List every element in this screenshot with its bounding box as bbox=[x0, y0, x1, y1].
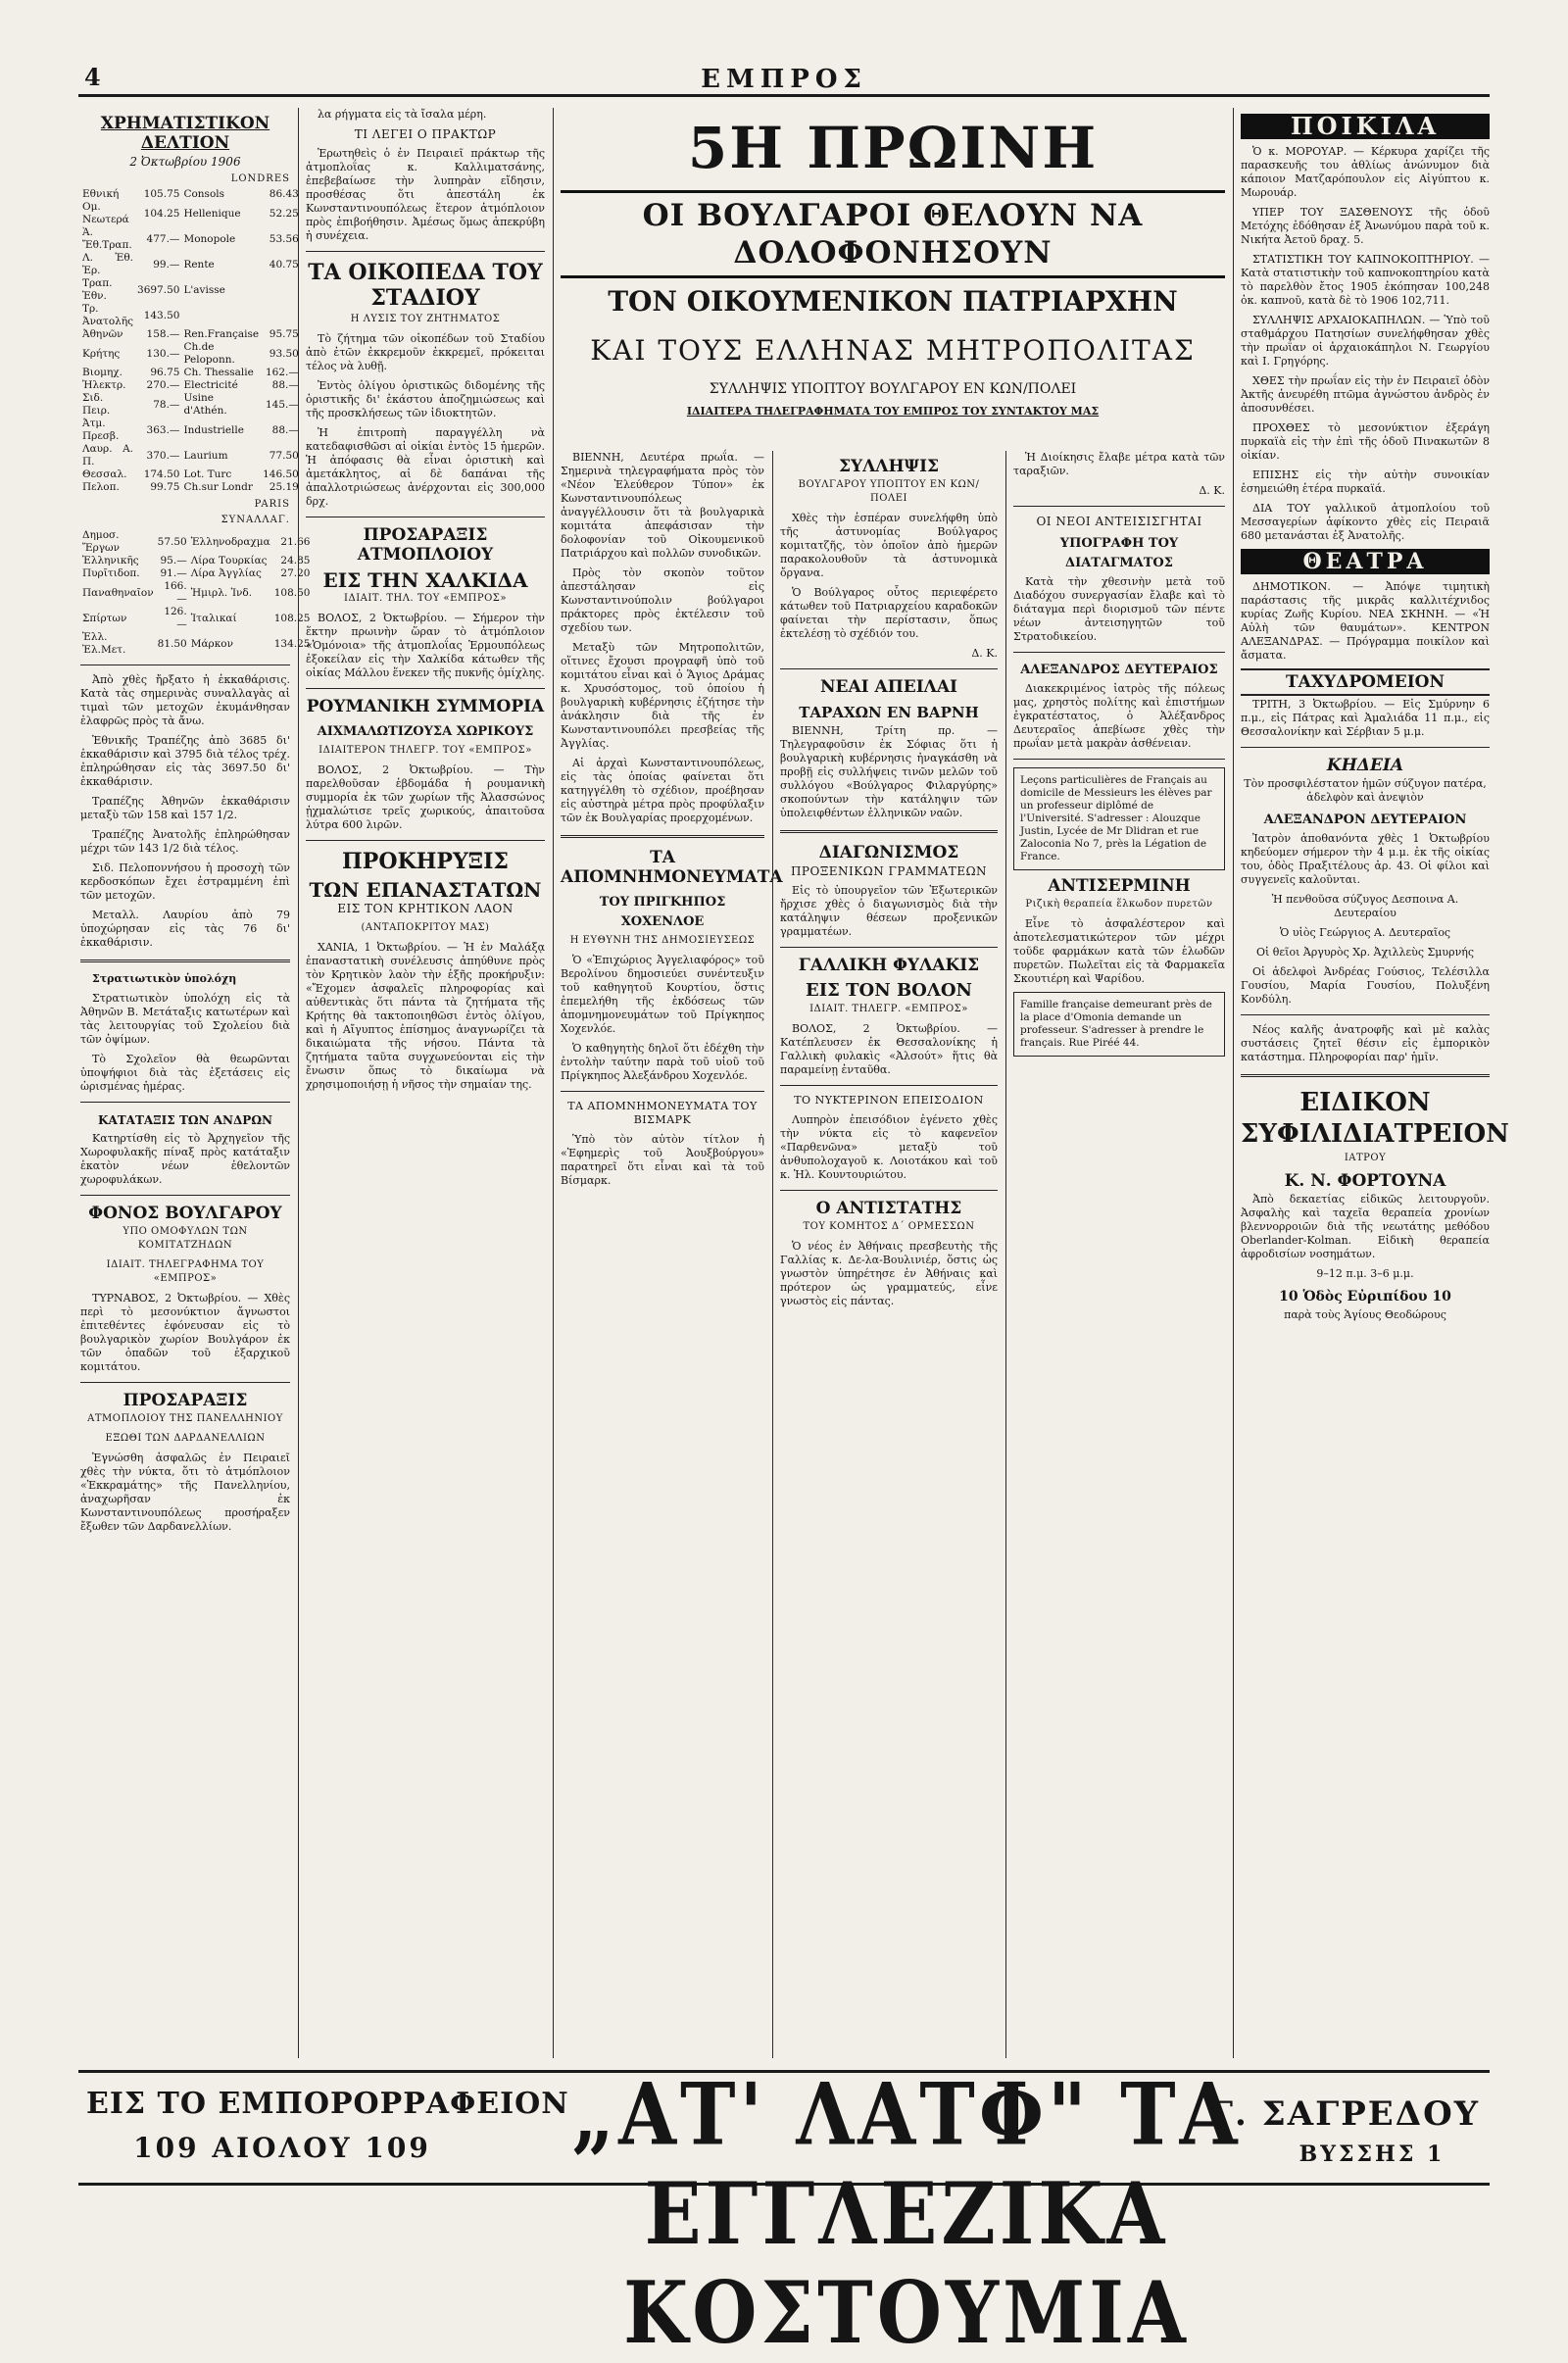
death-name: ΑΛΕΞΑΝΔΡΟΝ ΔΕΥΤΕΡΑΙΟΝ bbox=[1263, 812, 1467, 827]
arrest-text: Χθὲς τὴν ἑσπέραν συνελήφθη ὑπὸ τῆς ἀστυνομίας Βούλγαρος κομιτατζῆς, τὸν ὁποῖον ἀπὸ ἡμερῶν παρακολουθοῦν τὰ ἀστυνομικὰ ὄργανα. bbox=[780, 512, 998, 579]
market-value bbox=[261, 303, 301, 328]
market-value: 24.85 bbox=[280, 555, 311, 566]
clinic-near: παρὰ τοὺς Ἁγίους Θεοδώρους bbox=[1284, 1308, 1446, 1321]
stadium-text-2: Ἐντὸς ὀλίγου ὁριστικῶς διδομένης τῆς ὁριστικῆς δι' ἑκάστου ἀποζημιώσεως καὶ τῆς προσκλήσεως τῶν ἰδιοκτητῶν. bbox=[306, 379, 545, 419]
military-title: Στρατιωτικὸν ὑπολόχη bbox=[92, 972, 237, 985]
poikila-7: ΕΠΙΣΗΣ εἰς τὴν αὐτὴν συνοικίαν ἐσημειώθη ἑτέρα πυρκαϊά. bbox=[1241, 468, 1490, 495]
market-label: Ἑλληνοδραχμα bbox=[190, 535, 270, 548]
market-label: Electricité bbox=[183, 379, 238, 391]
market-label: Τραπ. Ἑθν. bbox=[82, 277, 113, 302]
market-value: 25.19 bbox=[269, 481, 299, 493]
vienna-text-4: Αἱ ἀρχαὶ Κωνσταντινουπόλεως, εἰς τὰς ὁποίας φαίνεται ὅτι κατηγγέλθη τὸ σχέδιον, προέβησαν εἰς αὐστηρὰ μέτρα πρὸς προφύλαξιν τῶν ἐκ Βουλγαρίας προερχομένων. bbox=[561, 757, 764, 824]
market-value: 95.75 bbox=[269, 328, 299, 340]
market-note: Ἐθνικῆς Τραπέζης ἀπὸ 3685 δι' ἐκκαθάρισιν καὶ 3795 διὰ τέλος τρέχ. ἐπληρώθησαν εἰς τὰς 3697.50 δι' ἐκκαθάρισιν. bbox=[80, 734, 290, 788]
post-text: ΤΡΙΤΗ, 3 Ὀκτωβρίου. — Εἰς Σμύρνην 6 π.μ., εἰς Πάτρας καὶ Ἀμαλιάδα 11 π.μ., εἰς Θεσσαλονίκην καὶ Σέρβιαν 5 μ.μ. bbox=[1241, 698, 1490, 738]
market-label: Παναθηναῖον bbox=[82, 586, 154, 599]
clinic-text: Ἀπὸ δεκαετίας εἰδικῶς λειτουργοῦν. Ἀσφαλὴς καὶ ταχεῖα θεραπεία χρονίων βλεννορροιῶν διὰ τῆς νεωτάτης μεθόδου Oberlander-Kolman. Εἰδικὴ θεραπεία ἀφροδισίων νοσημάτων. bbox=[1241, 1193, 1490, 1260]
arrest-text-2: Ὁ Βούλγαρος οὗτος περιεφέρετο κάτωθεν τοῦ Πατριαρχείου καραδοκῶν φαίνεται τὴν περίστασιν, ὅπως ἐκτελέσῃ τὸ σχέδιόν του. bbox=[780, 586, 998, 640]
gang-text: ΒΟΛΟΣ, 2 Ὀκτωβρίου. — Τὴν παρελθοῦσαν ἑβδομάδα ἡ ρουμανικὴ συμμορία ἐκ τῶν χωρίων τῆς Ἀλασσώνος ᾐχμαλώτισε τρεῖς χωρικούς, ἀπαιτοῦσα λύτρα 600 λιρῶν. bbox=[306, 763, 545, 831]
lead-headline: ΟΙ ΒΟΥΛΓΑΡΟΙ ΘΕΛΟΥΝ ΝΑ ΔΟΛΟΦΟΝΗΣΟΥΝ bbox=[561, 190, 1225, 278]
lead-kicker: ΣΥΛΛΗΨΙΣ ΥΠΟΠΤΟΥ ΒΟΥΛΓΑΡΟΥ ΕΝ ΚΩΝ/ΠΟΛΕΙ bbox=[709, 381, 1077, 397]
market-table bbox=[80, 188, 301, 494]
ad-main-text: „ΑΤ' ΛΑΤΦ" ΤΑ ΕΓΓΛΕΖΙΚΑ ΚΟΣΤΟΥΜΙΑ bbox=[571, 2064, 1242, 2363]
collision-subtitle-2: ΕΞΩΘΙ ΤΩΝ ΔΑΡΔΑΝΕΛΛΙΩΝ bbox=[105, 1433, 266, 1444]
vienna-text-3: Μεταξὺ τῶν Μητροπολιτῶν, οἵτινες ἔχουσι προγραφῆ ὑπὸ τοῦ κομιτάτου εἶναι καὶ ὁ Ἅγιος Δράμας κ. Χρυσόστομος, τοῦ ὁποίου ἡ βουλγαρικὴ κυβέρνησις ἐζήτησε τὴν ἀνάκλησιν διὰ τῆς ἐν Κωνσταντινουπόλει πρεσβείας τῆς Ἀγγλίας. bbox=[561, 641, 764, 750]
market-value: 81.50 bbox=[157, 637, 187, 650]
market-label: Rente bbox=[183, 258, 215, 271]
column-4b bbox=[1013, 451, 1225, 2058]
katatazis-text: Κατηρτίσθη εἰς τὸ Ἀρχηγεῖον τῆς Χωροφυλακῆς πίναξ πρὸς κατάταξιν ἑκατὸν νέων ἐθελοντῶν χωροφυλάκων. bbox=[80, 1132, 290, 1186]
death-intro: Τὸν προσφιλέστατον ἡμῶν σύζυγον πατέρα, ἀδελφὸν καὶ ἀνεψιὸν bbox=[1244, 777, 1487, 804]
market-note: Σιδ. Πελοποννήσου ἡ προσοχὴ τῶν κερδοσκόπων ἔχει ἐστραμμένη ἐπὶ τῶν μετοχῶν. bbox=[80, 862, 290, 902]
murder-telegram: ΙΔΙΑΙΤ. ΤΗΛΕΓΡΑΦΗΜΑ ΤΟΥ «ΕΜΠΡΟΣ» bbox=[106, 1259, 265, 1284]
market-value: 105.75 bbox=[143, 188, 180, 200]
market-value: 162.— bbox=[265, 367, 299, 378]
market-row bbox=[80, 328, 301, 341]
market-label: Πελοπ. bbox=[82, 481, 120, 493]
market-row bbox=[80, 379, 301, 392]
market-label: Ἑλλ. Ἐλ.Μετ. bbox=[82, 631, 126, 656]
contest-title: ΔΙΑΓΩΝΙΣΜΟΣ bbox=[818, 843, 959, 862]
market-label: Consols bbox=[183, 188, 225, 200]
collision-text: Ἐγνώσθη ἀσφαλῶς ἐν Πειραιεῖ χθὲς τὴν νύκτα, ὅτι τὸ ἀτμόπλοιον «Ἐκκραμάτης» τῆς Πανελληνίου, ἀναχωρῆσαν ἐκ Κωνσταντινουπόλεως προσήραξεν ἔξωθεν τῶν Δαρδανελλίων. bbox=[80, 1452, 290, 1533]
column-rule bbox=[1005, 451, 1006, 2058]
market-value: 130.— bbox=[146, 347, 180, 360]
murder-title: ΦΟΝΟΣ ΒΟΥΛΓΑΡΟΥ bbox=[88, 1204, 282, 1223]
market-row bbox=[80, 341, 301, 367]
market-note: Ἀπὸ χθὲς ἤρξατο ἡ ἐκκαθάρισις. Κατὰ τὰς σημερινὰς συναλλαγὰς αἱ τιμαὶ τῶν μετοχῶν ἐκυμάνθησαν ἐλαφρῶς πρὸς τὰ ἄνω. bbox=[80, 673, 290, 727]
market-label: Θεσσαλ. bbox=[82, 468, 127, 480]
gang-title: ΡΟΥΜΑΝΙΚΗ ΣΥΜΜΟΡΙΑ bbox=[306, 697, 545, 716]
threats-title: ΝΕΑΙ ΑΠΕΙΛΑΙ bbox=[819, 677, 958, 697]
market-label: Ἡμιρλ. Ἰνδ. bbox=[190, 586, 253, 599]
vienna-text-2: Πρὸς τὸν σκοπὸν τοῦτον ἀπεστάλησαν εἰς Κωνσταντινούπολιν βούλγαροι πράκτορες πρὸς ἐκτέλεσιν τοῦ σχεδίου των. bbox=[561, 566, 764, 634]
market-label: Ἠλεκτρ. bbox=[82, 379, 126, 391]
deputy-subtitle: ΤΟΥ ΚΟΜΗΤΟΣ Δ΄ ΟΡΜΕΣΣΩΝ bbox=[803, 1221, 975, 1232]
ad-left-line-2: 109 ΑΙΟΛΟΥ 109 bbox=[133, 2132, 431, 2164]
praktor-text: Ἐρωτηθεὶς ὁ ἐν Πειραιεῖ πράκτωρ τῆς ἀτμοπλοΐας κ. Καλλιματσάνης, ἐπεβεβαίωσε τὴν λυπηρὰν εἴδησιν, προσθέσας ὅτι ἀπεστάλη ἐκ Κωνσταντινουπόλεως ἕτερον ἀτμόπλοιον πρὸς ἐπιβοήθησιν. Ἀμέσως ὅμως ἀπεκρύβη ἡ συνέχεια. bbox=[306, 147, 545, 242]
market-value: 477.— bbox=[146, 232, 180, 245]
market-value: 78.— bbox=[153, 398, 180, 411]
arrest-subtitle: ΒΟΥΛΓΑΡΟΥ ΥΠΟΠΤΟΥ ΕΝ ΚΩΝ/ΠΟΛΕΙ bbox=[798, 479, 980, 504]
edition-badge: 5Η ΠΡΩΙΝΗ bbox=[687, 115, 1099, 181]
stadium-title: ΤΑ ΟΙΚΟΠΕΔΑ ΤΟΥ ΣΤΑΔΙΟΥ bbox=[308, 260, 543, 311]
arrest-signature: Δ. Κ. bbox=[971, 647, 998, 660]
market-title: ΧΡΗΜΑΤΙΣΤΙΚΟΝ ΔΕΛΤΙΟΝ bbox=[100, 114, 270, 153]
contest-subtitle: ΠΡΟΞΕΝΙΚΩΝ ΓΡΑΜΜΑΤΕΩΝ bbox=[790, 864, 988, 878]
famille-ad: Famille française demeurant près de la place d'Omonia demande un professeur. S'adresser à prendre le français. Rue Piréé 44. bbox=[1013, 992, 1225, 1057]
market-value: 21.66 bbox=[280, 535, 311, 548]
poikila-8: ΔΙΑ ΤΟΥ γαλλικοῦ ἀτμοπλοίου τοῦ Μεσσαγερίων ἀφίκοντο χθὲς εἰς Πειραιᾶ 680 μετανάσται ἐξ Ἀνατολῆς. bbox=[1241, 502, 1490, 542]
theatre-title: ΘΕΑΤΡΑ bbox=[1241, 549, 1490, 574]
market-row bbox=[80, 367, 301, 379]
market-row bbox=[80, 567, 312, 580]
market-value: 96.75 bbox=[150, 367, 180, 378]
market-label: Σιδ. Πειρ. bbox=[82, 392, 111, 417]
post-title: ΤΑΧΥΔΡΟΜΕΙΟΝ bbox=[1241, 668, 1490, 696]
note-text: Νέος καλῆς ἀνατροφῆς καὶ μὲ καλὰς συστάσεις ζητεῖ θέσιν εἰς ἐμπορικὸν κατάστημα. Πληροφορίαι παρ' ἡμῖν. bbox=[1241, 1023, 1490, 1063]
market-value: 146.50 bbox=[263, 468, 299, 480]
market-value: 174.50 bbox=[143, 468, 180, 480]
market-label: Usine d'Athén. bbox=[183, 392, 227, 417]
gang-telegram: ΙΔΙΑΙΤΕΡΟΝ ΤΗΛΕΓΡ. ΤΟΥ «ΕΜΠΡΟΣ» bbox=[318, 745, 532, 756]
night-text: Λυπηρὸν ἐπεισόδιον ἐγένετο χθὲς τὴν νύκτα εἰς τὸ καφενεῖον «Παρθενῶνα» μεταξὺ τοῦ ἀνθυπολοχαγοῦ κ. Λοιοτάκου καὶ τοῦ κ. Ἡλ. Κουντουριώτου. bbox=[780, 1113, 998, 1181]
column-rule bbox=[298, 108, 299, 2058]
memoir-text: Ὁ «Ἐπιχώριος Ἀγγελιαφόρος» τοῦ Βερολίνου δημοσιεύει συνέντευξιν τοῦ καθηγητοῦ Κουρτίου, ὅστις ἐπεμελήθη τῆς ἐκδόσεως τῶν ἀπομνημονευμάτων τοῦ Πρίγκηπος Χοχενλόε. bbox=[561, 954, 764, 1035]
market-label: Ch. Thessalie bbox=[183, 367, 254, 378]
agreement-subtitle: ΥΠΟΓΡΑΦΗ ΤΟΥ ΔΙΑΤΑΓΜΑΤΟΣ bbox=[1059, 536, 1179, 570]
lead-kicker-2: ΙΔΙΑΙΤΕΡΑ ΤΗΛΕΓΡΑΦΗΜΑΤΑ ΤΟΥ ΕΜΠΡΟΣ ΤΟΥ ΣΥΝΤΑΚΤΟΥ ΜΑΣ bbox=[686, 405, 1100, 418]
steamer-subtitle: ΕΙΣ ΤΗΝ ΧΑΛΚΙΔΑ bbox=[322, 568, 528, 592]
market-value: 53.56 bbox=[269, 232, 299, 245]
deuteraios-text: Διακεκριμένος ἰατρὸς τῆς πόλεως μας, χρηστὸς πολίτης καὶ ἐπιστήμων ἐγκρατέστατος, ὁ Ἀλέξανδρος Δευτεραῖος ἀπεβίωσε χθὲς τὴν πρωΐαν μετὰ μακρὰν ἀσθένειαν. bbox=[1013, 682, 1225, 750]
stadium-text-1: Τὸ ζήτημα τῶν οἰκοπέδων τοῦ Σταδίου ἀπὸ ἐτῶν ἐκκρεμοῦν ἐκκρεμεῖ, πρόκειται τέλος νὰ λυθῇ. bbox=[306, 332, 545, 372]
market-label: Λίρα Τουρκίας bbox=[190, 555, 268, 566]
night-title: ΤΟ ΝΥΚΤΕΡΙΝΟΝ ΕΠΕΙΣΟΔΙΟΝ bbox=[794, 1094, 984, 1107]
market-value: 134.25 bbox=[273, 637, 311, 650]
market-value bbox=[261, 277, 301, 303]
market-london: LONDRES bbox=[230, 173, 290, 184]
murder-text: ΤΥΡΝΑΒΟΣ, 2 Ὀκτωβρίου. — Χθὲς περὶ τὸ μεσονύκτιον ἄγνωστοι ἐπιτεθέντες ἐφόνευσαν εἰς τὸ βουλγαρικὸν χωρίον Βουλγάρον ἐκ τῶν ὀπαδῶν τοῦ ἐξαρχικοῦ κομιτάτου. bbox=[80, 1292, 290, 1373]
market-label: Monopole bbox=[183, 232, 236, 245]
bismarck-text: Ὑπὸ τὸν αὐτὸν τίτλον ἡ «Ἐφημερὶς τοῦ Ἀουξβούργου» παρατηρεῖ ὅτι εἶναι καὶ τὰ τοῦ Βίσμαρκ. bbox=[561, 1133, 764, 1187]
market-row bbox=[80, 201, 301, 226]
lead-header bbox=[561, 108, 1225, 441]
market-value: 270.— bbox=[146, 379, 180, 391]
market-value: 363.— bbox=[146, 423, 180, 436]
declaration-subtitle-2: ΕΙΣ ΤΟΝ ΚΡΗΤΙΚΟΝ ΛΑΟΝ bbox=[337, 902, 514, 915]
ad-right-line-2: ΒΥΣΣΗΣ 1 bbox=[1298, 2141, 1446, 2167]
exchange-table bbox=[80, 529, 312, 657]
market-row bbox=[80, 443, 301, 468]
steamer-telegram: ΙΔΙΑΙΤ. ΤΗΛ. ΤΟΥ «ΕΜΠΡΟΣ» bbox=[344, 593, 507, 604]
market-label bbox=[181, 303, 261, 328]
lead-headline-2: ΤΟΝ ΟΙΚΟΥΜΕΝΙΚΟΝ ΠΑΤΡΙΑΡΧΗΝ bbox=[608, 285, 1178, 318]
threats-signature: Δ. Κ. bbox=[1199, 484, 1225, 497]
market-label: Laurium bbox=[183, 449, 228, 462]
market-row bbox=[80, 529, 312, 555]
market-value: 126.— bbox=[164, 606, 187, 630]
memoir-title: ΤΑ ΑΠΟΜΝΗΜΟΝΕΥΜΑΤΑ bbox=[561, 848, 783, 887]
contest-text: Εἰς τὸ ὑπουργεῖον τῶν Ἐξωτερικῶν ἤρχισε χθὲς ὁ διαγωνισμὸς διὰ τὴν κατάληψιν θέσεων προξενικῶν γραμματέων. bbox=[780, 884, 998, 938]
market-label: Εθνική bbox=[82, 188, 120, 200]
market-label: Τρ. Ἀνατολῆς bbox=[82, 303, 134, 327]
death-sig-1: Ἡ πενθοῦσα σύζυγος Δεσποινα Α. Δευτεραίου bbox=[1271, 893, 1459, 919]
newspaper-name: ΕΜΠΡΟΣ bbox=[701, 65, 867, 94]
market-value: 145.— bbox=[265, 398, 299, 411]
market-label: Μάρκον bbox=[190, 637, 233, 650]
market-value: 108.50 bbox=[273, 586, 311, 599]
threats-text: ΒΙΕΝΝΗ, Τρίτη πρ. — Τηλεγραφοῦσιν ἐκ Σόφιας ὅτι ἡ βουλγαρικὴ κυβέρνησις ἠναγκάσθη νὰ προβῇ εἰς συλλήψεις τινῶν μελῶν τοῦ συλλόγου «Βούλγαρος Φιλαργύρης» σκοπούντων τὴν κατάληψιν τῶν ὑπολειφθέντων ἐλληνικῶν ναῶν. bbox=[780, 724, 998, 819]
market-value: 40.75 bbox=[269, 258, 299, 271]
market-date: 2 Ὀκτωβρίου 1906 bbox=[129, 155, 241, 169]
ad-left-line-1: ΕΙΣ ΤΟ ΕΜΠΟΡΟΡΡΑΦΕΙΟΝ bbox=[86, 2087, 569, 2121]
clinic-subtitle: ΙΑΤΡΟΥ bbox=[1344, 1153, 1387, 1163]
market-row bbox=[80, 252, 301, 277]
clinic-hours: 9–12 π.μ. 3–6 μ.μ. bbox=[1316, 1267, 1414, 1280]
market-label: Ἑλληνικῆς bbox=[82, 555, 139, 566]
market-row bbox=[80, 188, 301, 201]
market-label: Ἀτμ. Πρεσβ. bbox=[82, 418, 120, 442]
exchange-title: ΣΥΝΑΛΛΑΓ. bbox=[220, 515, 290, 525]
market-value: 88.— bbox=[271, 423, 299, 436]
market-label: Λ. Ἐθ. Ἐρ. bbox=[82, 252, 134, 276]
theatre-text: ΔΗΜΟΤΙΚΟΝ. — Ἀπόψε τιμητικὴ παράστασις τῆς μικρᾶς καλλιτέχνιδος κυρίας Ζωῆς Κυρίου. ΝΕΑ ΣΚΗΝΗ. — «Ἡ Αὐλὴ τῶν θαυμάτων». ΚΕΝΤΡΟΝ ΑΛΕΞΑΝΔΡΑΣ. — Πρόγραμμα ποικίλον καὶ ἄσματα. bbox=[1241, 580, 1490, 662]
market-value: 27.20 bbox=[280, 567, 311, 579]
gang-subtitle: ΑΙΧΜΑΛΩΤΙΖΟΥΣΑ ΧΩΡΙΚΟΥΣ bbox=[317, 724, 534, 739]
page-number: 4 bbox=[84, 63, 101, 91]
column-4a bbox=[780, 451, 998, 2058]
column-rule bbox=[1233, 108, 1234, 2058]
market-label: Σπίρτων bbox=[82, 612, 127, 624]
market-label: Lot. Turc bbox=[183, 468, 232, 480]
market-value: 91.— bbox=[160, 567, 187, 579]
death-sig-3: Οἱ θεῖοι Ἀργυρὸς Χρ. Ἀχιλλεὺς Σμυρνής bbox=[1255, 946, 1475, 959]
poikila-1: Ὁ κ. ΜΟΡΟΥΑΡ. — Κέρκυρα χαρίζει τῆς παρασκευῆς του ἀθλίως ἀνώνυμον διὰ κάποιον Ματζαρόπουλον εἰς Αἰγύπτου κ. Μωρουάρ. bbox=[1241, 145, 1490, 199]
market-value: 104.25 bbox=[143, 207, 180, 220]
market-label: Λαυρ. Α. Π. bbox=[82, 443, 134, 468]
bottom-advertisement bbox=[78, 2064, 1490, 2363]
market-row bbox=[80, 580, 312, 606]
market-value: 88.— bbox=[271, 379, 299, 391]
poikila-title: ΠΟΙΚΙΛΑ bbox=[1241, 114, 1490, 139]
death-text: Ἰατρὸν ἀποθανόντα χθὲς 1 Ὀκτωβρίου κηδεύομεν σήμερον τὴν 4 μ.μ. ἐκ τῆς οἰκίας του, ὁδὸς Πραξιτέλους ἀρ. 43. Οἱ φίλοι καὶ συγγενεῖς καλοῦνται. bbox=[1241, 832, 1490, 886]
memoir-text-2: Ὁ καθηγητὴς δηλοῖ ὅτι ἐδέχθη τὴν ἐντολὴν ταύτην παρὰ τοῦ υἱοῦ τοῦ Πρίγκηπος Ἀλεξάνδρου Χοχενλόε. bbox=[561, 1042, 764, 1082]
market-value: 143.50 bbox=[143, 309, 180, 321]
death-title: ΚΗΔΕΙΑ bbox=[1326, 756, 1404, 775]
collision-title: ΠΡΟΣΑΡΑΞΙΣ bbox=[122, 1391, 248, 1410]
clinic-doctor: Κ. Ν. ΦΟΡΤΟΥΝΑ bbox=[1284, 1171, 1446, 1191]
declaration-correspondent: (ΑΝΤΑΠΟΚΡΙΤΟΥ ΜΑΣ) bbox=[361, 922, 490, 933]
threats-subtitle: ΤΑΡΑΧΩΝ ΕΝ ΒΑΡΝΗ bbox=[799, 704, 979, 721]
death-sig-4: Οἱ ἀδελφοὶ Ἀνδρέας Γούσιος, Τελέσιλλα Γουσίου, Μαρία Γουσίου, Πολυξένη Κονδύλη. bbox=[1241, 965, 1490, 1006]
memoir-subtitle-2: Η ΕΥΘΥΝΗ ΤΗΣ ΔΗΜΟΣΙΕΥΣΕΩΣ bbox=[569, 935, 756, 946]
clinic-title: ΕΙΔΙΚΟΝ ΣΥΦΙΛΙΔΙΑΤΡΕΙΟΝ bbox=[1241, 1088, 1509, 1149]
market-value: 77.50 bbox=[269, 449, 299, 462]
guards-text: ΒΟΛΟΣ, 2 Ὀκτωβρίου. — Κατέπλευσεν ἐκ Θεσσαλονίκης ἡ Γαλλικὴ φυλακὶς «Ἀλσούτ» ἥτις θὰ παραμείνῃ ἐνταῦθα. bbox=[780, 1022, 998, 1076]
market-label: Ὰ. Ἔθ.Τραπ. bbox=[82, 226, 132, 251]
market-value: 99.— bbox=[153, 258, 180, 271]
vienna-text: ΒΙΕΝΝΗ, Δευτέρα πρωΐα. — Σημερινὰ τηλεγραφήματα πρὸς τὸν «Νέον Ἐλεύθερον Τύπον» ἐκ Κωνσταντινουπόλεως ἀναγγέλλουσιν ὅτι τὰ βουλγαρικὰ κομιτάτα ἀπεφάσισαν τὴν δολοφονίαν τοῦ Οἰκουμενικοῦ Πατριάρχου καὶ πολλῶν συνοδικῶν. bbox=[561, 451, 764, 560]
market-value: 93.50 bbox=[269, 347, 299, 360]
deputy-text: Ὁ νέος ἐν Ἀθήναις πρεσβευτὴς τῆς Γαλλίας κ. Δε-λα-Βουλινιέρ, ὅστις ὡς γνωστὸν ὑπηρέτησε ἐν Ἀθήναις καὶ πρότερον ὡς γραμματεύς, εἶνε γνωστὸς εἰς πάντας. bbox=[780, 1240, 998, 1307]
market-label: Ch.sur Londr bbox=[183, 481, 253, 493]
market-value: 370.— bbox=[146, 449, 180, 462]
market-row bbox=[80, 418, 301, 443]
threats-text-2: Ἡ Διοίκησις ἔλαβε μέτρα κατὰ τῶν ταραξιῶν. bbox=[1013, 451, 1225, 477]
market-label: Ἰταλικαί bbox=[190, 612, 237, 624]
clinic-address: 10 Ὁδὸς Εὐριπίδου 10 bbox=[1279, 1289, 1451, 1305]
market-column bbox=[80, 108, 311, 2058]
lessons-ad: Leçons particulières de Français au domicile de Messieurs les élèves par un professeur diplômé de l'Université. S'adresser : Alouzque Justin, Lycée de Mr Dlidran et rue Zaloconia No 7, près la Légation de France. bbox=[1013, 767, 1225, 870]
katatazis-title: ΚΑΤΑΤΑΞΙΣ ΤΩΝ ΑΝΔΡΩΝ bbox=[98, 1113, 272, 1127]
deuteraios-title: ΑΛΕΞΑΝΔΡΟΣ ΔΕΥΤΕΡΑΙΟΣ bbox=[1020, 663, 1218, 677]
antisermini-title: ΑΝΤΙΣΕΡΜΙΝΗ bbox=[1048, 876, 1191, 896]
declaration-subtitle: ΤΩΝ ΕΠΑΝΑΣΤΑΤΩΝ bbox=[309, 878, 542, 902]
guards-subtitle: ΕΙΣ ΤΟΝ ΒΟΛΟΝ bbox=[806, 980, 972, 1001]
market-row bbox=[80, 277, 301, 303]
military-text: Στρατιωτικὸν ὑπολόχη εἰς τὰ Ἀθηνῶν Β. Μετάταξις κατωτέρων καὶ τὰς λειτουργίας τοῦ Σχολείου διὰ τῶν ὀψίμων. bbox=[80, 992, 290, 1046]
market-label: Ch.de Peloponn. bbox=[183, 341, 235, 366]
masthead bbox=[78, 65, 1490, 97]
market-note: Τραπέζης Ἀνατολῆς ἐπληρώθησαν μέχρι τῶν 143 1/2 διὰ τέλος. bbox=[80, 828, 290, 855]
steamer-title: ΠΡΟΣΑΡΑΞΙΣ ΑΤΜΟΠΛΟΙΟΥ bbox=[357, 525, 494, 565]
deputy-title: Ο ΑΝΤΙΣΤΑΤΗΣ bbox=[815, 1199, 962, 1218]
arrest-title: ΣΥΛΛΗΨΙΣ bbox=[838, 457, 940, 476]
agreement-title: ΟΙ ΝΕΟΙ ΑΝΤΕΙΣΙΣΓΗΤΑΙ bbox=[1036, 515, 1202, 528]
poikila-6: ΠΡΟΧΘΕΣ τὸ μεσονύκτιον ἐξεράγη πυρκαϊὰ εἰς τὴν ἐπὶ τῆς ὁδοῦ Πινακωτῶν 8 οἰκίαν. bbox=[1241, 421, 1490, 462]
market-value: 99.75 bbox=[150, 481, 180, 493]
ad-right-line-1: Γ. ΣΑΓΡΕΔΟΥ bbox=[1208, 2094, 1480, 2134]
market-value: 86.43 bbox=[269, 188, 299, 200]
stadium-subtitle: Η ΛΥΣΙΣ ΤΟΥ ΖΗΤΗΜΑΤΟΣ bbox=[350, 314, 501, 324]
market-value: 166.— bbox=[164, 580, 187, 605]
market-value: 3697.50 bbox=[137, 283, 180, 296]
market-value: 52.25 bbox=[269, 207, 299, 220]
col2-intro: λα ρήγματα εἰς τὰ ἴσαλα μέρη. bbox=[318, 108, 487, 121]
market-row bbox=[80, 606, 312, 631]
steamer-text: ΒΟΛΟΣ, 2 Ὀκτωβρίου. — Σήμερον τὴν ἕκτην πρωινὴν ὥραν τὸ ἀτμόπλοιον «Ὁμόνοια» τῆς ἀτμοπλοΐας Ἑρμουπόλεως ἐξοκείλαν εἰς τὴν Χαλκίδα κάτωθεν τῆς οἰκίας Μάλλου ἕνεκεν τῆς πυκνῆς ὁμίχλης. bbox=[306, 612, 545, 679]
market-row bbox=[80, 226, 301, 252]
market-label: Ομ. Νεωτερά bbox=[82, 201, 129, 225]
guards-telegram: ΙΔΙΑΙΤ. ΤΗΛΕΓΡ. «ΕΜΠΡΟΣ» bbox=[809, 1004, 968, 1014]
column-rule bbox=[553, 108, 554, 2058]
market-value: 95.— bbox=[160, 555, 187, 566]
market-row bbox=[80, 392, 301, 418]
poikila-2: ΥΠΕΡ ΤΟΥ ΞΑΣΘΕΝΟΥΣ τῆς ὁδοῦ Μετόχης ἐδόθησαν ἐξ Ἀνωνύμου παρὰ τοῦ κ. Νικήτα Ἀετοῦ δραχ. 5. bbox=[1241, 206, 1490, 246]
market-value: 108.25 bbox=[273, 612, 311, 624]
market-label: Βιομηχ. bbox=[82, 367, 122, 378]
collision-subtitle: ΑΤΜΟΠΛΟΙΟΥ ΤΗΣ ΠΑΝΕΛΛΗΝΙΟΥ bbox=[87, 1413, 283, 1424]
poikila-4: ΣΥΛΛΗΨΙΣ ΑΡΧΑΙΟΚΑΠΗΛΩΝ. — Ὑπὸ τοῦ σταθμάρχου Πατησίων συνελήφθησαν χθὲς τὴν πρωΐαν οἱ ἀρχαιοκάπηλοι Ν. Γεωργίου καὶ Ι. Γρηγόρης. bbox=[1241, 314, 1490, 368]
declaration-text: ΧΑΝΙΑ, 1 Ὀκτωβρίου. — Ἡ ἐν Μαλάξᾳ ἐπαναστατικὴ συνέλευσις ἀπηύθυνε πρὸς τὸν Κρητικὸν λαὸν τὴν ἑξῆς προκήρυξιν: «Ἔχομεν ἀσφαλεῖς πληροφορίας καὶ αὐθεντικὰς ὅτι πάντα τὰ ζητήματα τῆς Κρήτης θὰ τακτοποιηθῶσι ἐντὸς ὀλίγου, καὶ ἡ Αἴγυπτος ἐπίσημος ἀναγνωρίζει τὰ δικαιώματα τῆς νήσου. Πάντα τὰ ζητήματα ταῦτα συγχωνεύονται εἰς τὴν ἔνωσιν ὅπως τὸ δικαίωμα νὰ χρησιμοποιήσῃ ἡ νῆσος τὴν σημαίαν της. bbox=[306, 941, 545, 1091]
praktor-title: ΤΙ ΛΕΓΕΙ Ο ΠΡΑΚΤΩΡ bbox=[354, 127, 497, 141]
market-label: Πυρῖτιδοπ. bbox=[82, 567, 140, 579]
market-note: Μεταλλ. Λαυρίου ἀπὸ 79 ὑποχώρησαν εἰς τὰς 76 δι' ἐκκαθάρισιν. bbox=[80, 909, 290, 949]
memoir-subtitle: ΤΟΥ ΠΡΙΓΚΗΠΟΣ ΧΟΧΕΝΛΟΕ bbox=[599, 895, 726, 929]
market-notes bbox=[80, 673, 290, 950]
market-label: Ἀθηνῶν bbox=[82, 328, 123, 340]
market-label: Δημοσ. Ἔργων bbox=[82, 529, 120, 554]
school-text: Τὸ Σχολεῖον θὰ θεωρῶνται ὑποψήφιοι διὰ τὰς ἐξετάσεις εἰς ὡρισμένας ἡμέρας. bbox=[80, 1053, 290, 1093]
lead-headline-3: ΚΑΙ ΤΟΥΣ ΕΛΛΗΝΑΣ ΜΗΤΡΟΠΟΛΙΤΑΣ bbox=[590, 334, 1196, 367]
market-row bbox=[80, 481, 301, 494]
column-5 bbox=[1241, 108, 1509, 2058]
stadium-text-3: Ἡ ἐπιτροπὴ παραγγέλλη νὰ κατεδαφισθῶσι αἱ οἰκίαι ἐντὸς 15 ἡμερῶν. Ἡ ἀπόφασις θὰ εἶναι ὁριστικὴ καὶ ἀμετάκλητος, αἱ δὲ δαπάναι τῆς ἀπαλλοτριώσεως ἀνέρχονται εἰς 300,000 δρχ. bbox=[306, 426, 545, 508]
market-note: Τραπέζης Ἀθηνῶν ἐκκαθάρισιν μεταξὺ τῶν 158 καὶ 157 1/2. bbox=[80, 795, 290, 821]
bismarck-title: ΤΑ ΑΠΟΜΝΗΜΟΝΕΥΜΑΤΑ ΤΟΥ ΒΙΣΜΑΡΚ bbox=[567, 1100, 758, 1126]
antisermini-text: Εἶνε τὸ ἀσφαλέστερον καὶ ἀποτελεσματικώτερον τῶν μέχρι τοῦδε φαρμάκων κατὰ τῶν ἑλωδῶν πυρετῶν. Πωλεῖται εἰς τὰ Φαρμακεῖα Σκουτιέρη καὶ Ψαρίδου. bbox=[1013, 917, 1225, 985]
market-row bbox=[80, 555, 312, 567]
market-row bbox=[80, 468, 301, 481]
market-paris: PARIS bbox=[254, 499, 290, 510]
market-label: L'avisse bbox=[183, 283, 225, 296]
poikila-3: ΣΤΑΤΙΣΤΙΚΗ ΤΟΥ ΚΑΠΝΟΚΟΠΤΗΡΙΟΥ. — Κατὰ στατιστικὴν τοῦ καπνοκοπτηρίου κατὰ τὸ παρελθὸν ἔτος 1905 ἐκόπησαν 100,248 ὀκ. καπνοῦ, κατὰ δὲ τὸ 1906 102,711. bbox=[1241, 253, 1490, 307]
antisermini-subtitle: Ριζικὴ θεραπεία ἕλκωδον πυρετῶν bbox=[1025, 899, 1213, 910]
market-label: Κρήτης bbox=[82, 347, 121, 360]
market-row bbox=[80, 303, 301, 328]
market-label: Hellenique bbox=[183, 207, 241, 220]
market-row bbox=[80, 631, 312, 657]
death-sig-2: Ὁ υἱὸς Γεώργιος Α. Δευτεραῖος bbox=[1279, 926, 1451, 939]
market-label: Λίρα Ἀγγλίας bbox=[190, 567, 262, 579]
declaration-title: ΠΡΟΚΗΡΥΞΙΣ bbox=[342, 849, 509, 874]
column-3 bbox=[561, 451, 783, 2058]
column-2 bbox=[306, 108, 545, 2058]
murder-subtitle: ΥΠΟ ΟΜΟΦΥΛΩΝ ΤΩΝ ΚΟΜΙΤΑΤΖΗΔΩΝ bbox=[122, 1226, 248, 1251]
agreement-text: Κατὰ τὴν χθεσινὴν μετὰ τοῦ Διαδόχου συνεργασίαν ἔλαβε καὶ τὸ διάταγμα περὶ διορισμοῦ τῶν πέντε νέων ἀντεισηγητῶν τοῦ Στρατοδικείου. bbox=[1013, 575, 1225, 643]
market-value: 57.50 bbox=[157, 535, 187, 548]
guards-title: ΓΑΛΛΙΚΗ ΦΥΛΑΚΙΣ bbox=[798, 956, 980, 975]
market-label: Ren.Française bbox=[183, 328, 260, 340]
poikila-5: ΧΘΕΣ τὴν πρωΐαν εἰς τὴν ἐν Πειραιεῖ ὁδὸν Ἀκτῆς ἀνευρέθη πτῶμα ἀγνώστου ἀνδρὸς ἐν ἀποσυνθέσει. bbox=[1241, 374, 1490, 415]
market-label: Industrielle bbox=[183, 423, 244, 436]
column-rule bbox=[772, 451, 773, 2058]
market-value: 158.— bbox=[146, 328, 180, 340]
